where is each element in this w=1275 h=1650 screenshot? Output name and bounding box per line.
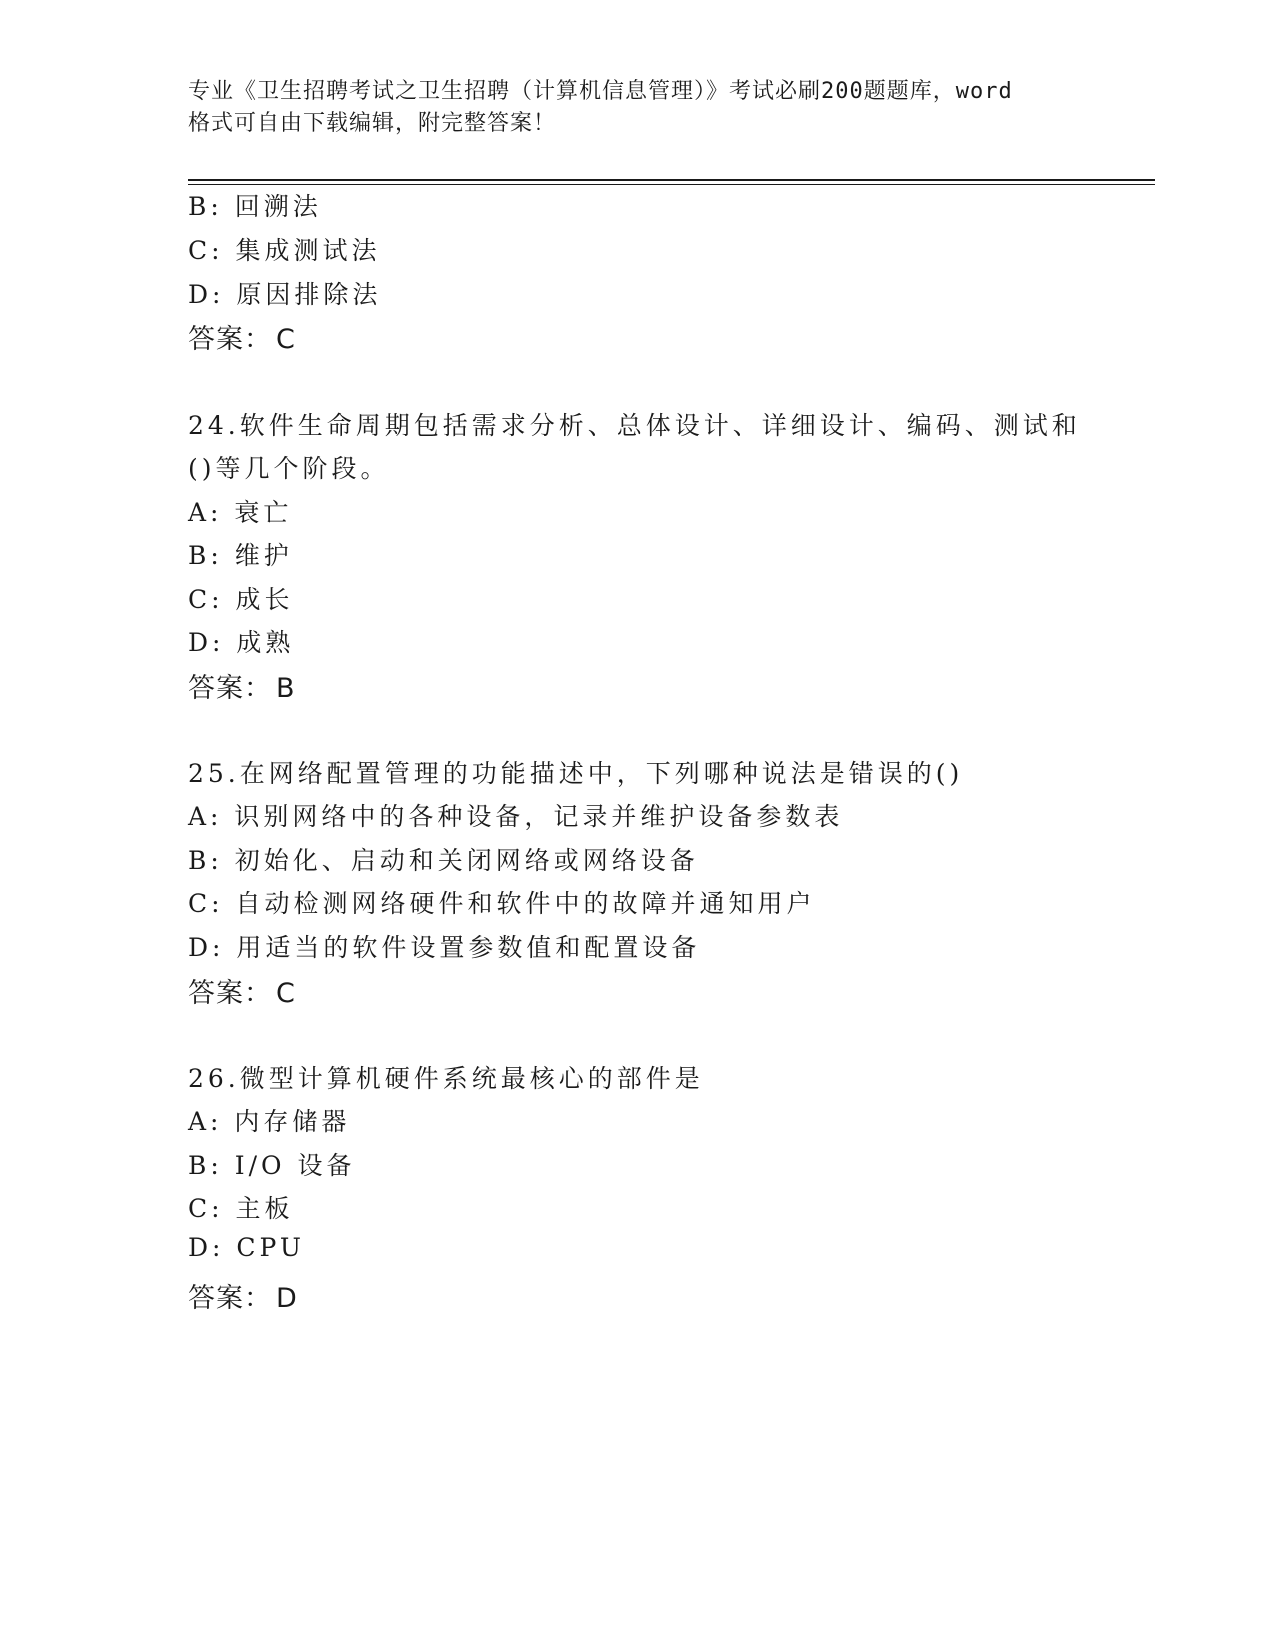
answer-value: C [276,324,296,355]
q23-option-c: C: 集成测试法 [188,236,381,265]
answer-value: D [276,1283,298,1314]
q24-option-c: C: 成长 [188,585,294,614]
q24-option-b: B: 维护 [188,541,293,570]
q26-option-d: D: CPU [188,1233,305,1262]
q24-answer [188,666,296,705]
answer-label: 答案： [188,673,272,704]
q24-option-a: A: 衰亡 [188,498,293,527]
q25-option-a: A: 识别网络中的各种设备，记录并维护设备参数表 [188,802,844,831]
q25-option-c: C: 自动检测网络硬件和软件中的故障并通知用户 [188,889,816,918]
header-line-2: 格式可自由下载编辑，附完整答案！ [188,111,557,136]
header-divider-thin [188,184,1155,185]
header-line-1: 专业《卫生招聘考试之卫生招聘（计算机信息管理）》考试必刷200题题库，word [188,79,1013,104]
q24-option-d: D: 成熟 [188,628,295,657]
q26-answer [188,1276,298,1315]
q25-option-d: D: 用适当的软件设置参数值和配置设备 [188,933,701,962]
q23-option-b: B: 回溯法 [188,192,322,221]
answer-value: B [276,673,296,704]
q24-stem-line-1: 24.软件生命周期包括需求分析、总体设计、详细设计、编码、测试和 [188,411,1081,440]
document-header [188,76,1088,140]
q23-answer [188,317,296,356]
answer-value: C [276,978,296,1009]
q26-option-a: A: 内存储器 [188,1107,351,1136]
q25-option-b: B: 初始化、启动和关闭网络或网络设备 [188,846,699,875]
answer-label: 答案： [188,1283,272,1314]
q26-option-b: B: I/O 设备 [188,1151,356,1180]
q25-stem-line-1: 25.在网络配置管理的功能描述中，下列哪种说法是错误的() [188,759,964,788]
answer-label: 答案： [188,978,272,1009]
q26-stem-line-1: 26.微型计算机硬件系统最核心的部件是 [188,1064,704,1093]
q26-option-c: C: 主板 [188,1194,294,1223]
answer-label: 答案： [188,324,272,355]
q24-stem-line-2: ()等几个阶段。 [188,454,390,483]
q25-answer [188,971,296,1010]
q23-option-d: D: 原因排除法 [188,280,382,309]
header-divider-thick [188,179,1155,181]
